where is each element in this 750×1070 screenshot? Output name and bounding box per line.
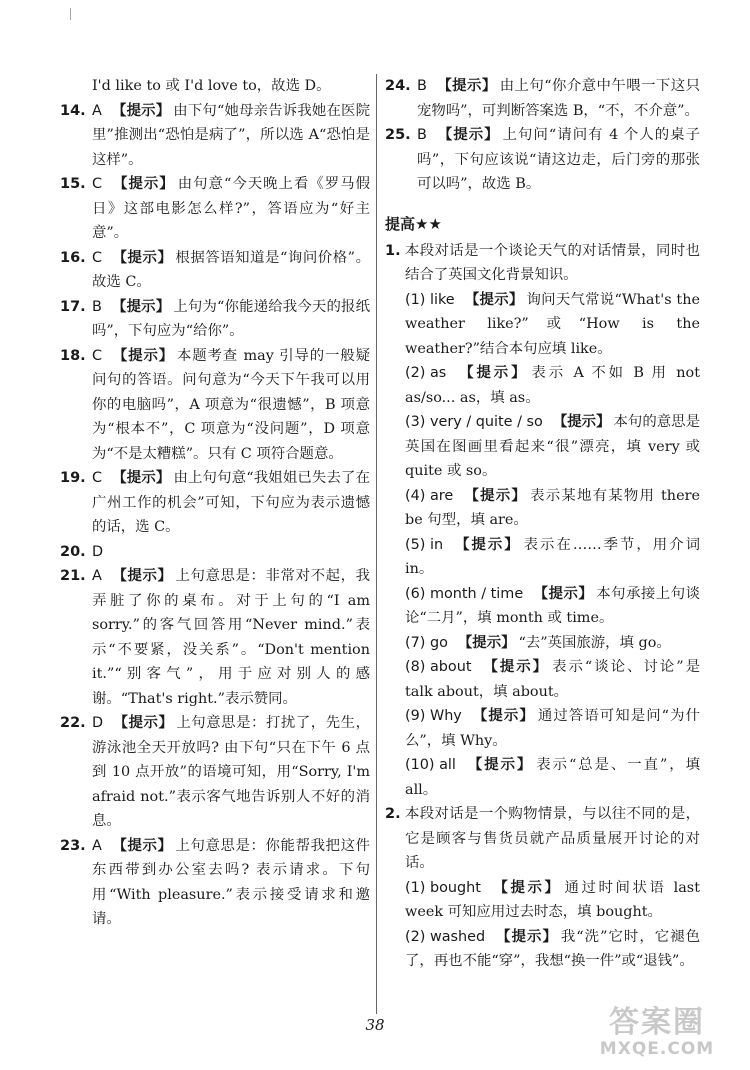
item-body xyxy=(92,564,370,711)
watermark-logo-text: 答案圈 xyxy=(609,1005,705,1040)
blank-answer xyxy=(385,288,700,362)
hint-tag: 【提示】 xyxy=(113,714,174,731)
answer-item xyxy=(60,564,370,711)
hint-text: 本题考查 may 引导的一般疑问句的答语。问句意为“今天下午我可以用你的电脑吗”，A 项意为“很遗憾”，B 项意为“根本不”，C 项意为“没问题”，D 项意为“不是太糟糕”。只有 C 项符合题意。 xyxy=(92,347,370,462)
hint-text: 根据答语知道是“询问价格”。故选 C。 xyxy=(92,249,370,290)
section-heading: 提高★★ xyxy=(385,214,442,233)
blank-answer xyxy=(385,631,700,656)
answer-letter: B xyxy=(417,78,427,94)
blank-answer xyxy=(385,484,700,533)
hint-text: 本句的意思是英国在图画里看起来“很”漂亮，填 very 或 quite 或 so。 xyxy=(405,414,700,479)
hint-tag: 【提示】 xyxy=(457,633,516,651)
hint-text: “去”英国旅游，填 go。 xyxy=(518,634,671,651)
hint-text: 通过答语可知是问“为什么”，填 Why。 xyxy=(405,708,700,749)
answer-item xyxy=(385,74,700,123)
hint-text: 上句为“你能递给我今天的报纸吗”，下句应为“给你”。 xyxy=(92,298,370,339)
passage-number: 1. xyxy=(385,242,401,259)
answer-letter: C xyxy=(92,470,103,486)
item-body xyxy=(92,540,370,565)
item-body xyxy=(92,295,370,344)
passage-list xyxy=(385,239,700,974)
blank-answer xyxy=(385,655,700,704)
hint-tag: 【提示】 xyxy=(453,535,521,553)
item-body xyxy=(92,711,370,834)
item-number: 20. xyxy=(60,543,86,560)
hint-tag: 【提示】 xyxy=(463,486,528,504)
hint-text: 由下句“她母亲告诉我她在医院里”推测出“恐怕是病了”，所以选 A“恐怕是这样”。 xyxy=(92,102,370,168)
hint-tag: 【提示】 xyxy=(471,707,535,724)
blank-fill: (5) in xyxy=(405,536,444,553)
blank-answer xyxy=(385,410,700,484)
hint-tag: 【提示】 xyxy=(533,584,594,602)
passage-number: 2. xyxy=(385,806,401,822)
hint-text: 询问天气常说“What's the weather like?”或“How is the weather?”结合本句应填 like。 xyxy=(405,291,700,357)
item-body xyxy=(92,246,370,295)
hint-text: 表示“总是、一直”，填 all。 xyxy=(405,757,700,798)
hint-text: 我“洗”它时，它褪色了，再也不能“穿”，我想“换一件”或“退钱”。 xyxy=(405,928,700,969)
answer-letter: D xyxy=(92,715,104,731)
blank-fill: (1) like xyxy=(405,291,455,308)
hint-text: 表示 A 不如 B 用 not as/so... as，填 as。 xyxy=(405,365,700,406)
hint-tag: 【提示】 xyxy=(481,658,550,675)
passage-intro xyxy=(385,802,700,876)
page-number: 38 xyxy=(365,1016,385,1034)
blank-answer xyxy=(385,361,700,410)
answer-letter: B xyxy=(417,127,427,143)
answer-item xyxy=(60,344,370,467)
passage-description: 本段对话是一个购物情景，与以往不同的是，它是顾客与售货员就产品质量展开讨论的对话。 xyxy=(405,806,700,871)
hint-tag: 【提示】 xyxy=(111,101,171,119)
answer-letter: A xyxy=(92,102,102,119)
hint-tag: 【提示】 xyxy=(465,756,534,773)
item-body xyxy=(417,123,700,197)
blank-fill: (7) go xyxy=(405,634,448,651)
watermark-url: MXQE.COM xyxy=(599,1039,715,1059)
answer-item xyxy=(60,540,370,565)
item-number: 19. xyxy=(60,470,86,486)
answer-item xyxy=(60,172,370,246)
answer-item xyxy=(60,466,370,540)
hint-text: 本句承接上句谈论“二月”，填 month 或 time。 xyxy=(405,585,700,626)
blank-fill: (10) all xyxy=(405,757,456,773)
answer-letter: A xyxy=(92,837,102,854)
item-number: 22. xyxy=(60,715,86,731)
answer-item xyxy=(385,123,700,197)
item-number: 16. xyxy=(60,249,86,266)
hint-tag: 【提示】 xyxy=(436,77,497,94)
hint-text: 上句意思是：你能帮我把这件东西带到办公室去吗? 表示请求。下句用“With pleasure.”表示接受请求和邀请。 xyxy=(92,837,370,927)
blank-fill: (6) month / time xyxy=(405,585,524,602)
crop-mark xyxy=(70,8,71,20)
answer-letter: C xyxy=(92,347,103,364)
passage-description: 本段对话是一个谈论天气的对话情景，同时也结合了英国文化背景知识。 xyxy=(405,242,700,283)
hint-tag: 【提示】 xyxy=(112,469,171,486)
continued-text: I'd like to 或 I'd love to，故选 D。 xyxy=(92,78,331,94)
item-body xyxy=(92,834,370,932)
hint-text: 表示某地有某物用 there be 句型，填 are。 xyxy=(405,487,700,528)
hint-tag: 【提示】 xyxy=(112,175,175,192)
item-number: 17. xyxy=(60,298,86,315)
blank-fill: (1) bought xyxy=(405,879,481,896)
hint-tag: 【提示】 xyxy=(495,927,558,945)
hint-text: 由上句“你介意中午喂一下这只宠物吗”，可判断答案选 B，“不，不介意”。 xyxy=(417,78,700,119)
blank-answer xyxy=(385,876,700,925)
item-number: 21. xyxy=(60,568,86,584)
answer-item xyxy=(60,295,370,344)
blank-fill: (9) Why xyxy=(405,708,462,724)
hint-text: 上句问“请问有 4 个人的桌子吗”，下句应该说“请这边走，后门旁的那张可以吗”，故选 B。 xyxy=(417,127,700,192)
answer-letter: C xyxy=(92,249,103,266)
blank-fill: (2) washed xyxy=(405,928,486,945)
blank-answer xyxy=(385,704,700,753)
answer-item xyxy=(60,711,370,834)
answer-item xyxy=(60,99,370,173)
hint-text: 由上句句意“我姐姐已失去了在广州工作的机会”可知，下句应为表示遗憾的话，选 C。 xyxy=(92,470,370,535)
blank-answer xyxy=(385,533,700,582)
item-number: 24. xyxy=(385,78,411,94)
blank-answer xyxy=(385,753,700,802)
blank-fill: (3) very / quite / so xyxy=(405,414,543,430)
answer-letter: C xyxy=(92,176,103,192)
item-number: 15. xyxy=(60,176,86,192)
right-column-answers xyxy=(385,74,700,197)
hint-tag: 【提示】 xyxy=(111,567,173,584)
blank-fill: (4) are xyxy=(405,487,454,504)
blank-fill: (2) as xyxy=(405,365,447,381)
hint-text: 上句意思是：打扰了，先生，游泳池全天开放吗? 由下句“只在下午 6 点到 10 点开放”的语境可知，用“Sorry, I'm afraid not.”表示客气地告诉别人不好的消息。 xyxy=(92,715,370,829)
item-number: 23. xyxy=(60,837,86,854)
blank-fill: (8) about xyxy=(405,659,472,675)
hint-tag: 【提示】 xyxy=(464,290,524,308)
item-body xyxy=(92,99,370,173)
answer-letter: A xyxy=(92,568,102,584)
column-divider xyxy=(376,74,377,1014)
hint-tag: 【提示】 xyxy=(456,364,529,381)
blank-answer xyxy=(385,582,700,631)
item-body xyxy=(92,172,370,246)
right-column xyxy=(385,74,700,974)
hint-tag: 【提示】 xyxy=(112,248,173,266)
hint-text: 由句意“今天晚上看《罗马假日》这部电影怎么样?”，答语应为“好主意”。 xyxy=(92,176,370,241)
hint-tag: 【提示】 xyxy=(436,126,500,143)
passage-intro xyxy=(385,239,700,288)
answer-item xyxy=(60,834,370,932)
item-body xyxy=(92,466,370,540)
hint-text: 上句意思是：非常对不起，我弄脏了你的桌布。对于上句的“I am sorry.”的客气回答用“Never mind.”表示“不要紧，没关系”。“Don't mention it.”“别客气”，用于应对别人的感谢。“That's right.”表示赞同。 xyxy=(92,568,370,707)
hint-text: 通过时间状语 last week 可知应用过去时态，填 bought。 xyxy=(405,879,700,920)
item-number: 18. xyxy=(60,347,86,364)
item-body xyxy=(92,344,370,467)
blank-answer xyxy=(385,925,700,974)
item-number: 14. xyxy=(60,102,86,119)
answer-letter: D xyxy=(92,543,104,560)
left-column xyxy=(60,74,370,932)
hint-tag: 【提示】 xyxy=(490,878,562,896)
hint-tag: 【提示】 xyxy=(111,297,171,315)
answer-letter: B xyxy=(92,298,102,315)
hint-tag: 【提示】 xyxy=(552,413,611,430)
hint-tag: 【提示】 xyxy=(112,346,174,364)
item-body xyxy=(417,74,700,123)
hint-text: 表示“谈论、讨论”是 talk about，填 about。 xyxy=(405,659,700,700)
site-watermark xyxy=(582,1005,732,1064)
hint-text: 表示在……季节，用介词 in。 xyxy=(405,536,700,577)
answer-item xyxy=(60,246,370,295)
hint-tag: 【提示】 xyxy=(111,836,173,854)
item-number: 25. xyxy=(385,127,411,143)
